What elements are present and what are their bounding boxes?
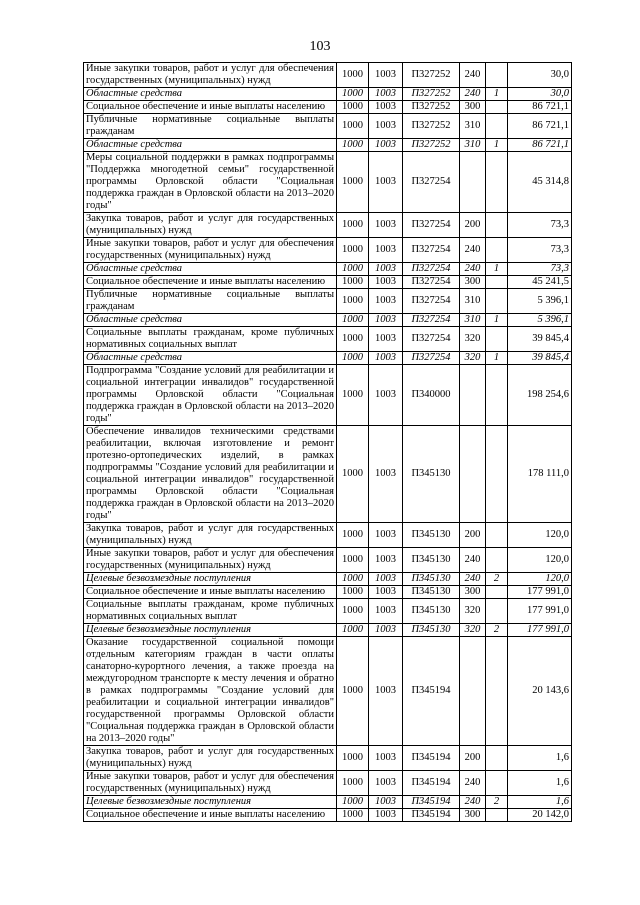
row-amount: 86 721,1 [508,101,572,114]
row-target-article: П327252 [403,114,460,139]
table-row [84,88,572,101]
row-section-code: 1000 [337,327,369,352]
row-section-code: 1000 [337,365,369,426]
row-subsection-code: 1003 [369,114,403,139]
budget-table-body [84,63,572,822]
row-target-article: П327254 [403,213,460,238]
row-section-code: 1000 [337,289,369,314]
row-name: Обеспечение инвалидов техническими средствами реабилитации, включая изготовление и ремонт протезно-ортопедических изделий, в рамках подпрограммы "Создание условий для реабилитации и социальной интеграции инвалидов" государственной программы Орловской области "Социальная поддержка граждан в Орловской области на 2013–2020 годы" [84,426,337,523]
row-funding-source [486,548,508,573]
row-target-article: П327254 [403,314,460,327]
row-amount: 30,0 [508,88,572,101]
row-expense-type: 300 [460,586,486,599]
row-funding-source: 1 [486,352,508,365]
table-row [84,263,572,276]
row-name: Иные закупки товаров, работ и услуг для обеспечения государственных (муниципальных) нужд [84,548,337,573]
row-name: Целевые безвозмездные поступления [84,624,337,637]
table-row [84,365,572,426]
row-expense-type: 310 [460,139,486,152]
row-expense-type [460,152,486,213]
row-section-code: 1000 [337,426,369,523]
row-funding-source [486,276,508,289]
table-row [84,599,572,624]
row-section-code: 1000 [337,771,369,796]
row-subsection-code: 1003 [369,426,403,523]
row-expense-type: 240 [460,88,486,101]
row-name: Областные средства [84,139,337,152]
budget-table [83,62,572,822]
row-funding-source [486,599,508,624]
row-name: Социальное обеспечение и иные выплаты населению [84,586,337,599]
row-expense-type: 320 [460,352,486,365]
row-section-code: 1000 [337,809,369,822]
row-name: Областные средства [84,263,337,276]
row-target-article: П327254 [403,238,460,263]
row-amount: 39 845,4 [508,352,572,365]
row-funding-source [486,365,508,426]
row-funding-source [486,114,508,139]
row-target-article: П345130 [403,426,460,523]
row-funding-source [486,809,508,822]
table-row [84,289,572,314]
row-expense-type: 320 [460,327,486,352]
table-row [84,327,572,352]
row-expense-type: 240 [460,548,486,573]
row-subsection-code: 1003 [369,314,403,327]
row-amount: 177 991,0 [508,586,572,599]
row-amount: 1,6 [508,796,572,809]
row-subsection-code: 1003 [369,276,403,289]
row-funding-source [486,746,508,771]
row-name: Областные средства [84,352,337,365]
row-funding-source: 2 [486,796,508,809]
row-funding-source [486,213,508,238]
row-target-article: П345194 [403,637,460,746]
row-expense-type: 200 [460,746,486,771]
row-name: Иные закупки товаров, работ и услуг для обеспечения государственных (муниципальных) нужд [84,771,337,796]
row-section-code: 1000 [337,746,369,771]
row-section-code: 1000 [337,63,369,88]
row-name: Социальные выплаты гражданам, кроме публичных нормативных социальных выплат [84,599,337,624]
row-subsection-code: 1003 [369,796,403,809]
row-amount: 1,6 [508,771,572,796]
row-name: Социальное обеспечение и иные выплаты населению [84,809,337,822]
row-amount: 30,0 [508,63,572,88]
row-expense-type [460,365,486,426]
row-funding-source: 1 [486,88,508,101]
table-row [84,586,572,599]
row-amount: 73,3 [508,263,572,276]
table-row [84,624,572,637]
row-expense-type: 240 [460,238,486,263]
table-row [84,114,572,139]
table-row [84,101,572,114]
row-target-article: П345130 [403,573,460,586]
row-section-code: 1000 [337,573,369,586]
row-funding-source [486,771,508,796]
row-subsection-code: 1003 [369,624,403,637]
row-amount: 73,3 [508,238,572,263]
row-section-code: 1000 [337,314,369,327]
row-expense-type [460,426,486,523]
table-row [84,276,572,289]
row-target-article: П327254 [403,327,460,352]
row-section-code: 1000 [337,637,369,746]
row-section-code: 1000 [337,796,369,809]
row-subsection-code: 1003 [369,289,403,314]
row-subsection-code: 1003 [369,771,403,796]
row-target-article: П345130 [403,523,460,548]
row-target-article: П345194 [403,746,460,771]
row-subsection-code: 1003 [369,139,403,152]
row-target-article: П327252 [403,88,460,101]
row-name: Социальное обеспечение и иные выплаты населению [84,276,337,289]
row-funding-source [486,289,508,314]
table-row [84,152,572,213]
row-target-article: П327252 [403,101,460,114]
table-row [84,63,572,88]
row-amount: 20 143,6 [508,637,572,746]
table-row [84,809,572,822]
row-section-code: 1000 [337,88,369,101]
row-target-article: П345130 [403,599,460,624]
row-funding-source: 2 [486,573,508,586]
row-subsection-code: 1003 [369,63,403,88]
row-subsection-code: 1003 [369,746,403,771]
table-row [84,771,572,796]
row-funding-source [486,63,508,88]
row-name: Областные средства [84,314,337,327]
row-funding-source [486,327,508,352]
row-name: Закупка товаров, работ и услуг для государственных (муниципальных) нужд [84,746,337,771]
row-expense-type: 320 [460,624,486,637]
row-expense-type: 240 [460,771,486,796]
row-expense-type: 310 [460,289,486,314]
table-row [84,213,572,238]
table-row [84,139,572,152]
row-target-article: П327254 [403,352,460,365]
row-subsection-code: 1003 [369,327,403,352]
row-subsection-code: 1003 [369,809,403,822]
row-subsection-code: 1003 [369,238,403,263]
row-amount: 45 241,5 [508,276,572,289]
row-amount: 86 721,1 [508,139,572,152]
row-target-article: П327252 [403,63,460,88]
row-funding-source: 2 [486,624,508,637]
row-funding-source [486,523,508,548]
row-target-article: П327254 [403,289,460,314]
row-subsection-code: 1003 [369,365,403,426]
row-expense-type: 240 [460,796,486,809]
row-amount: 73,3 [508,213,572,238]
page-number: 103 [309,39,331,54]
row-expense-type: 300 [460,809,486,822]
row-amount: 120,0 [508,548,572,573]
row-target-article: П327252 [403,139,460,152]
row-subsection-code: 1003 [369,213,403,238]
row-funding-source: 1 [486,314,508,327]
table-row [84,573,572,586]
row-section-code: 1000 [337,624,369,637]
row-target-article: П345194 [403,771,460,796]
row-amount: 198 254,6 [508,365,572,426]
row-funding-source [486,238,508,263]
row-name: Публичные нормативные социальные выплаты гражданам [84,289,337,314]
row-target-article: П345130 [403,586,460,599]
row-section-code: 1000 [337,548,369,573]
row-name: Социальное обеспечение и иные выплаты населению [84,101,337,114]
row-amount: 1,6 [508,746,572,771]
row-target-article: П345194 [403,809,460,822]
row-section-code: 1000 [337,523,369,548]
row-funding-source [486,637,508,746]
row-subsection-code: 1003 [369,548,403,573]
row-subsection-code: 1003 [369,101,403,114]
row-expense-type: 240 [460,263,486,276]
row-target-article: П327254 [403,276,460,289]
row-amount: 45 314,8 [508,152,572,213]
row-section-code: 1000 [337,599,369,624]
row-name: Закупка товаров, работ и услуг для государственных (муниципальных) нужд [84,213,337,238]
row-subsection-code: 1003 [369,263,403,276]
row-funding-source [486,586,508,599]
row-funding-source [486,426,508,523]
row-amount: 177 991,0 [508,599,572,624]
row-funding-source [486,101,508,114]
row-name: Целевые безвозмездные поступления [84,796,337,809]
row-expense-type: 200 [460,213,486,238]
row-name: Оказание государственной социальной помощи отдельным категориям граждан в части оплаты санаторно-курортного лечения, а также проезда на междугородном транспорте к месту лечения и обратно в рамках подпрограммы "Создание условий для реабилитации и социальной интеграции инвалидов" государственной программы Орловской области "Социальная поддержка граждан в Орловской области на 2013–2020 годы" [84,637,337,746]
row-subsection-code: 1003 [369,352,403,365]
row-expense-type: 240 [460,63,486,88]
row-subsection-code: 1003 [369,523,403,548]
row-funding-source [486,152,508,213]
row-name: Иные закупки товаров, работ и услуг для обеспечения государственных (муниципальных) нужд [84,63,337,88]
row-section-code: 1000 [337,152,369,213]
row-expense-type: 300 [460,101,486,114]
row-section-code: 1000 [337,263,369,276]
row-section-code: 1000 [337,114,369,139]
row-target-article: П340000 [403,365,460,426]
row-expense-type: 240 [460,573,486,586]
row-subsection-code: 1003 [369,88,403,101]
row-subsection-code: 1003 [369,573,403,586]
row-expense-type: 320 [460,599,486,624]
row-subsection-code: 1003 [369,586,403,599]
row-subsection-code: 1003 [369,599,403,624]
row-amount: 39 845,4 [508,327,572,352]
row-target-article: П327254 [403,263,460,276]
row-name: Закупка товаров, работ и услуг для государственных (муниципальных) нужд [84,523,337,548]
table-row [84,548,572,573]
row-name: Публичные нормативные социальные выплаты гражданам [84,114,337,139]
row-amount: 5 396,1 [508,314,572,327]
row-name: Областные средства [84,88,337,101]
row-name: Подпрограмма "Создание условий для реабилитации и социальной интеграции инвалидов" государственной программы Орловской области "Социальная поддержка граждан в Орловской области на 2013–2020 годы" [84,365,337,426]
row-amount: 86 721,1 [508,114,572,139]
row-target-article: П345130 [403,624,460,637]
row-funding-source: 1 [486,263,508,276]
row-expense-type: 310 [460,114,486,139]
row-name: Социальные выплаты гражданам, кроме публичных нормативных социальных выплат [84,327,337,352]
row-subsection-code: 1003 [369,637,403,746]
table-row [84,637,572,746]
table-row [84,796,572,809]
table-row [84,314,572,327]
table-row [84,352,572,365]
row-section-code: 1000 [337,238,369,263]
row-amount: 20 142,0 [508,809,572,822]
row-amount: 120,0 [508,573,572,586]
row-expense-type: 200 [460,523,486,548]
row-section-code: 1000 [337,213,369,238]
row-expense-type: 300 [460,276,486,289]
row-amount: 5 396,1 [508,289,572,314]
row-name: Целевые безвозмездные поступления [84,573,337,586]
row-target-article: П345130 [403,548,460,573]
row-target-article: П345194 [403,796,460,809]
table-row [84,746,572,771]
row-expense-type [460,637,486,746]
row-section-code: 1000 [337,101,369,114]
row-section-code: 1000 [337,276,369,289]
row-name: Меры социальной поддержки в рамках подпрограммы "Поддержка многодетной семьи" государственной программы Орловской области "Социальная поддержка граждан в Орловской области на 2013–2020 годы" [84,152,337,213]
row-target-article: П327254 [403,152,460,213]
row-amount: 120,0 [508,523,572,548]
table-row [84,426,572,523]
row-amount: 177 991,0 [508,624,572,637]
row-funding-source: 1 [486,139,508,152]
row-amount: 178 111,0 [508,426,572,523]
row-subsection-code: 1003 [369,152,403,213]
row-section-code: 1000 [337,352,369,365]
row-name: Иные закупки товаров, работ и услуг для обеспечения государственных (муниципальных) нужд [84,238,337,263]
row-section-code: 1000 [337,139,369,152]
row-expense-type: 310 [460,314,486,327]
row-section-code: 1000 [337,586,369,599]
table-row [84,523,572,548]
table-row [84,238,572,263]
